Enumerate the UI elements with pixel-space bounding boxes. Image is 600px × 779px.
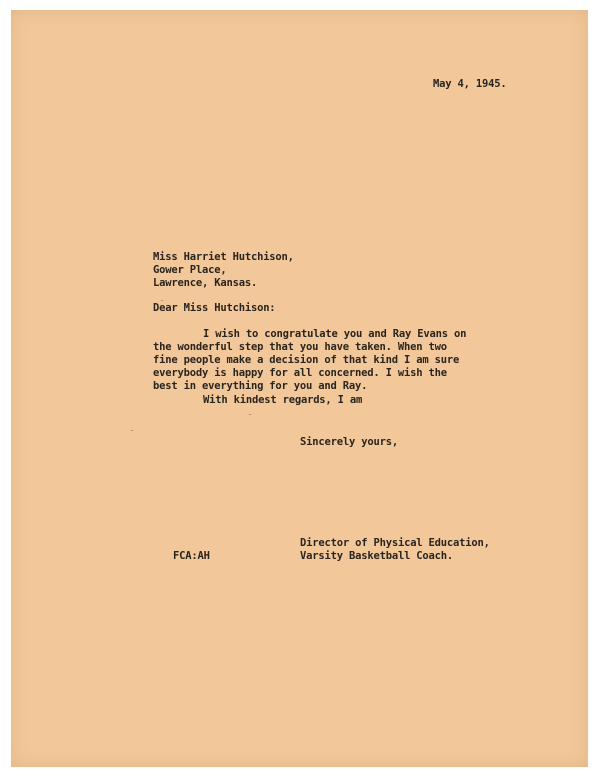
paper-speck [131, 430, 133, 431]
paper-speck [249, 414, 251, 415]
body-line: fine people make a decision of that kind I am sure [153, 354, 460, 366]
salutation: Dear Miss Hutchison: [153, 302, 276, 314]
body-line: I wish to congratulate you and Ray Evans on [203, 328, 467, 340]
signer-title-1: Director of Physical Education, [300, 537, 490, 549]
letter-page [11, 10, 588, 767]
letter-date: May 4, 1945. [433, 78, 507, 90]
closing: Sincerely yours, [300, 436, 398, 448]
regards-line: With kindest regards, I am [203, 394, 363, 406]
recipient-name: Miss Harriet Hutchison, [153, 251, 294, 263]
body-line: best in everything for you and Ray. [153, 380, 368, 392]
signer-title-2: Varsity Basketball Coach. [300, 550, 454, 562]
recipient-street: Gower Place, [153, 264, 227, 276]
recipient-city: Lawrence, Kansas. [153, 277, 258, 289]
body-line: the wonderful step that you have taken. When two [153, 341, 447, 353]
paper-speck [161, 300, 163, 301]
body-line: everybody is happy for all concerned. I wish the [153, 367, 447, 379]
typist-initials: FCA:AH [173, 550, 210, 562]
